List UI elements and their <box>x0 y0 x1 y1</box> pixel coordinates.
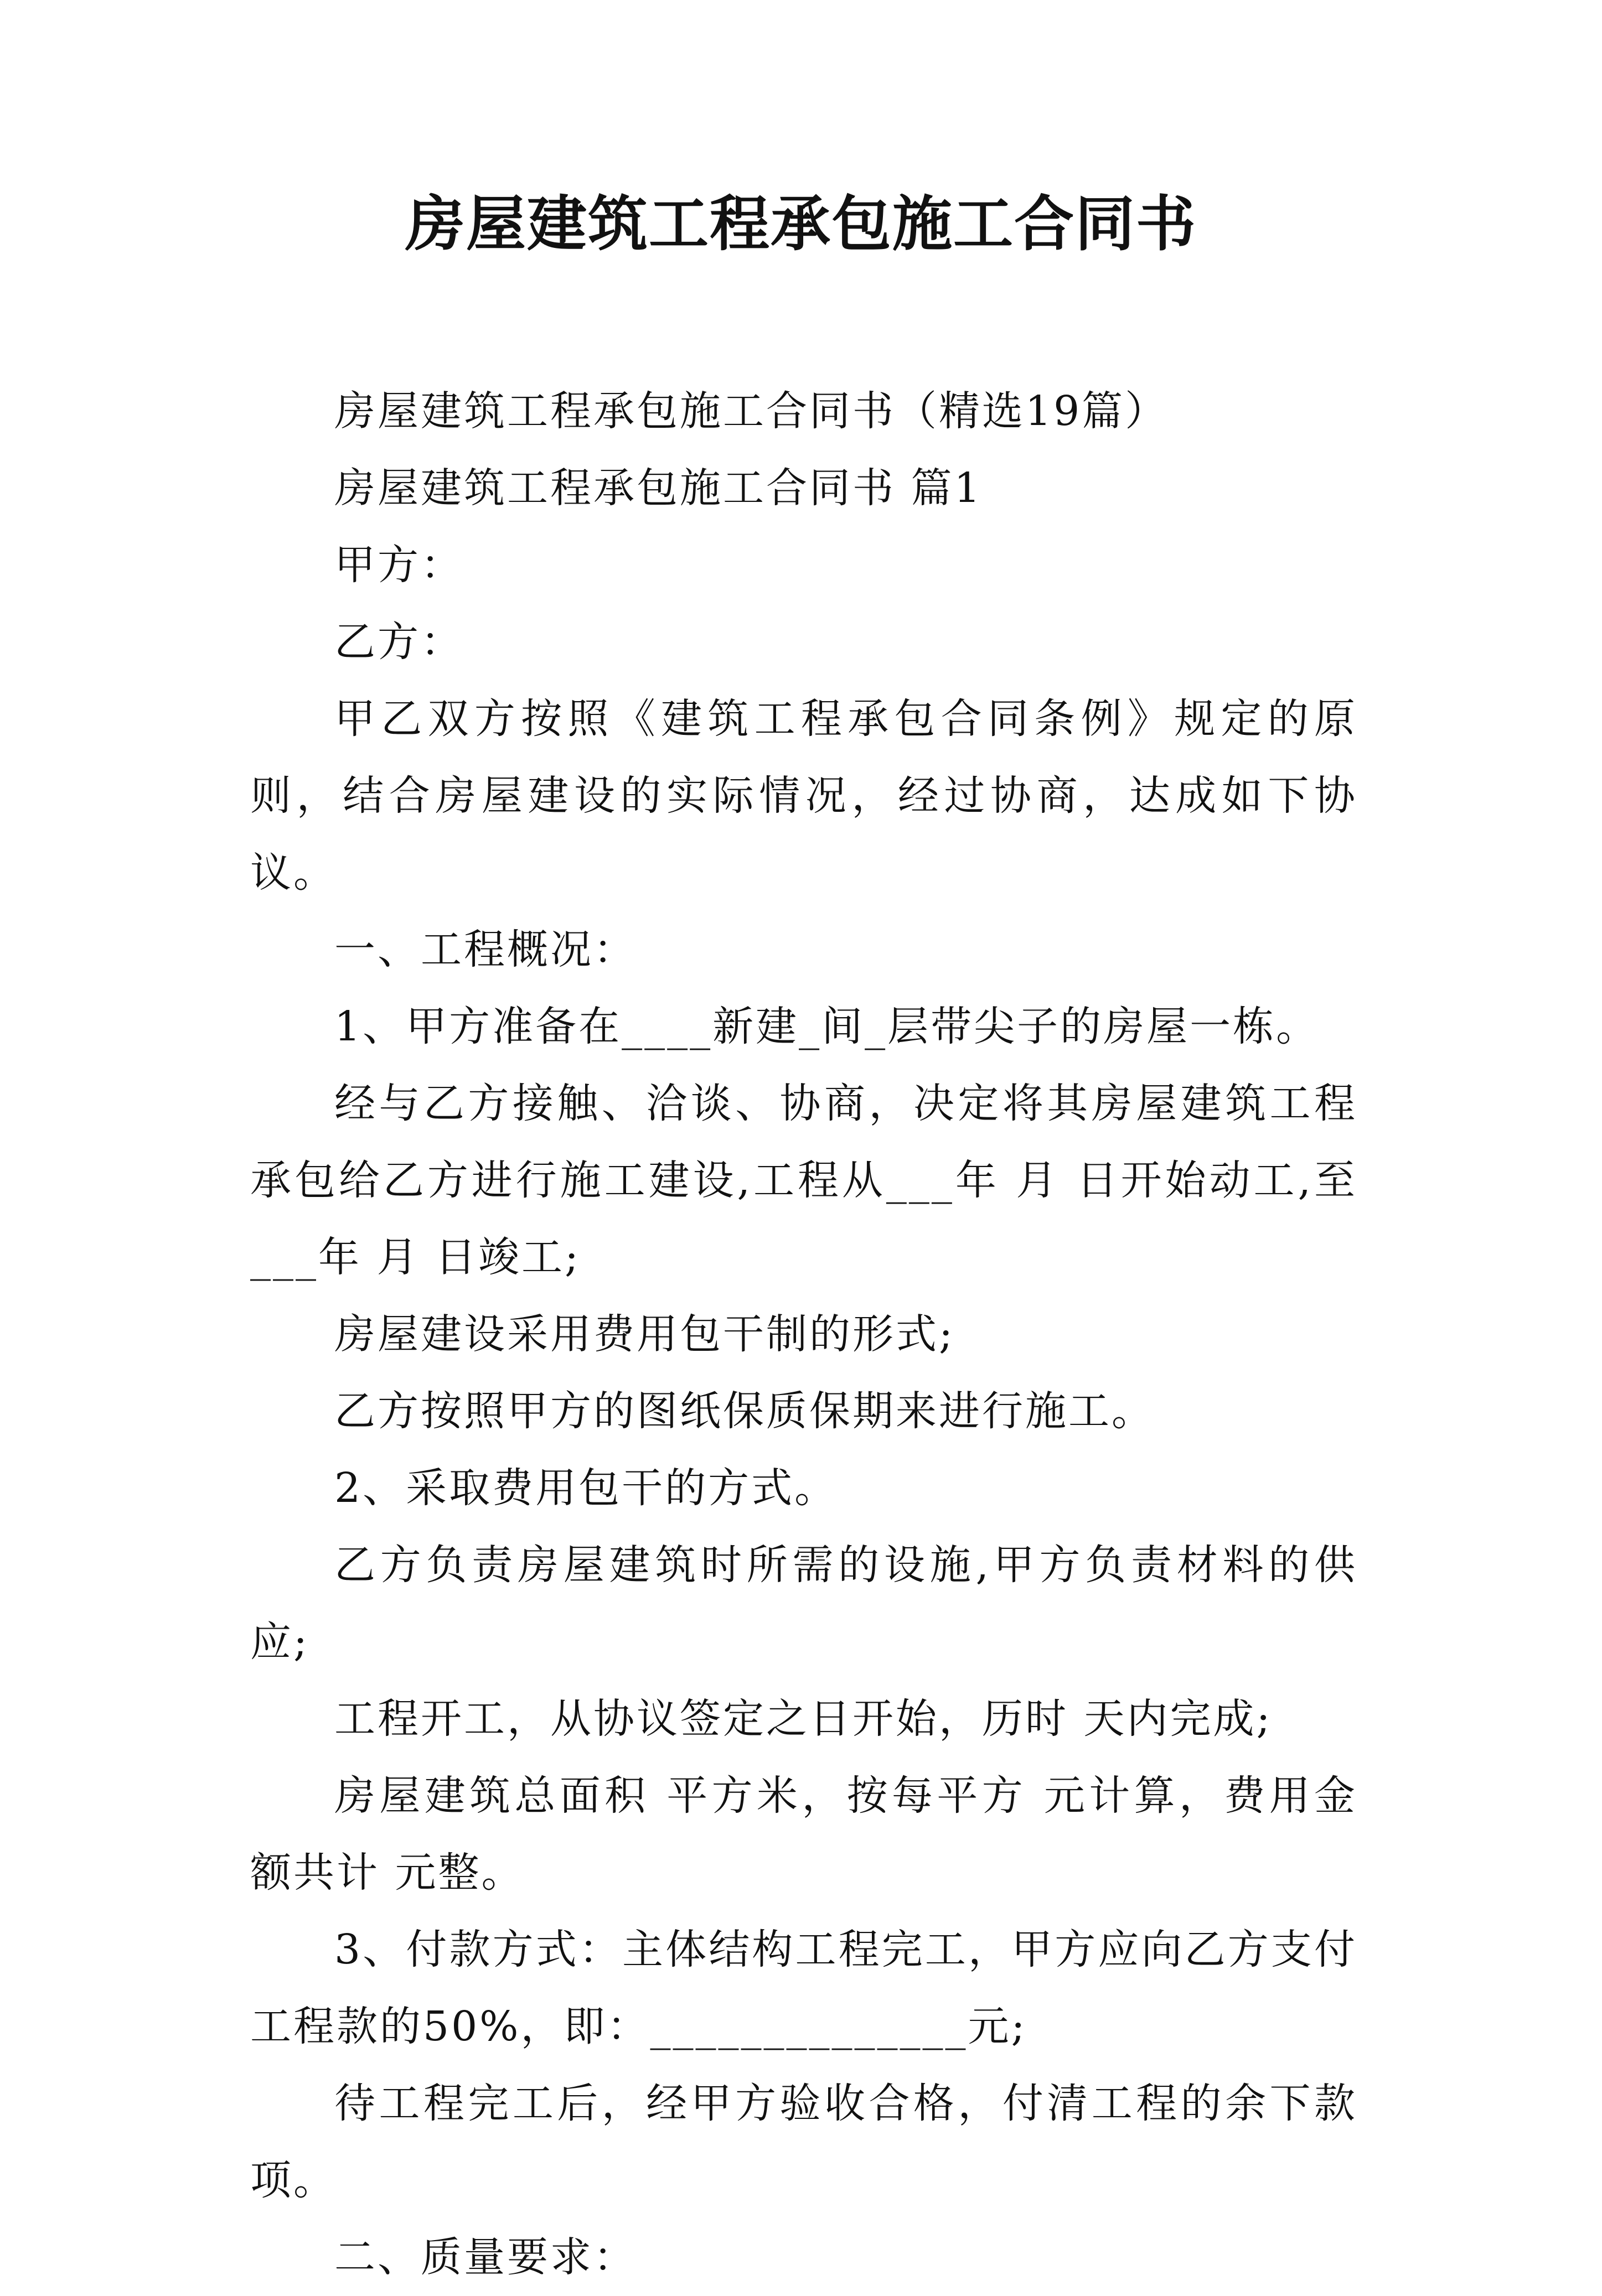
paragraph-duration: 工程开工，从协议签定之日开始，历时 天内完成; <box>334 1695 1273 1743</box>
paragraph-party-a: 甲方： <box>334 541 464 589</box>
paragraph-payment-method: 3、付款方式：主体结构工程完工，甲方应向乙方支付工程款的50%，即：______________元; <box>250 1926 1357 2050</box>
paragraph-construction-standard: 乙方按照甲方的图纸保质保期来进行施工。 <box>334 1387 1155 1435</box>
paragraph-agreement-intro: 甲乙双方按照《建筑工程承包合同条例》规定的原则，结合房屋建设的实际情况，经过协商，达成如下协议。 <box>250 695 1357 896</box>
paragraph-construction-location: 1、甲方准备在____新建_间_层带尖子的房屋一栋。 <box>334 1003 1320 1050</box>
paragraph-party-b: 乙方： <box>334 618 464 666</box>
paragraph-area-and-cost: 房屋建筑总面积 平方米，按每平方 元计算，费用金额共计 元整。 <box>250 1772 1357 1896</box>
paragraph-fee-form: 房屋建设采用费用包干制的形式; <box>334 1310 955 1358</box>
document-body <box>250 373 1357 2296</box>
paragraph-responsibilities: 乙方负责房屋建筑时所需的设施,甲方负责材料的供应; <box>250 1541 1357 1666</box>
paragraph-collection-title: 房屋建筑工程承包施工合同书（精选19篇） <box>334 387 1169 435</box>
paragraph-quality-heading: 二、质量要求： <box>334 2233 637 2281</box>
paragraph-project-overview-heading: 一、工程概况： <box>334 926 637 973</box>
paragraph-final-payment: 待工程完工后，经甲方验收合格，付清工程的余下款项。 <box>250 2080 1357 2204</box>
paragraph-contract-schedule: 经与乙方接触、洽谈、协商，决定将其房屋建筑工程承包给乙方进行施工建设,工程从___年 月 日开始动工,至___年 月 日竣工; <box>250 1080 1357 1281</box>
paragraph-section-heading: 房屋建筑工程承包施工合同书 篇1 <box>334 464 983 512</box>
paragraph-fee-method: 2、采取费用包干的方式。 <box>334 1464 838 1512</box>
document-title: 房屋建筑工程承包施工合同书 <box>405 189 1197 259</box>
